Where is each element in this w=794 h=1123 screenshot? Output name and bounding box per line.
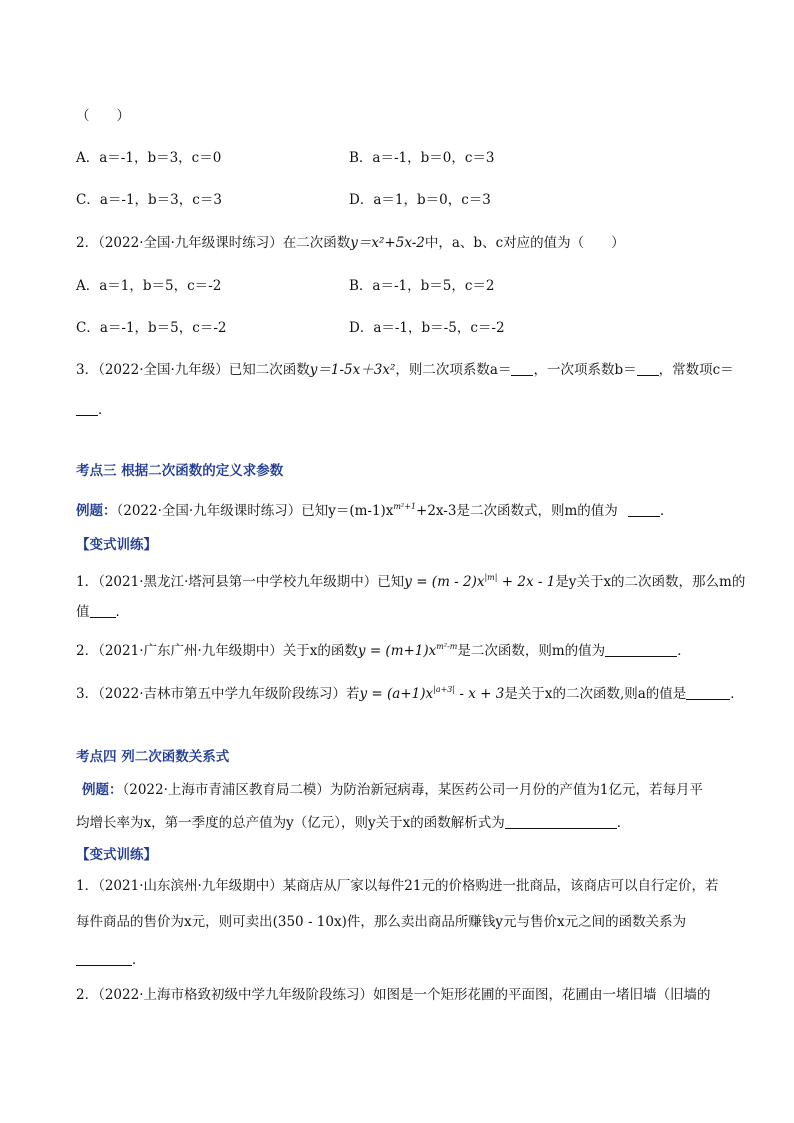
s4-variant-1-c (76, 950, 146, 970)
s4-example-b: 均增长率为x，第一季度的总产值为y（亿元），则y关于x的函数解析式为 (76, 815, 505, 831)
q3-b-label: ，一次项系数b＝ (533, 362, 637, 378)
s3-v3-a: 3．（2022·吉林市第五中学九年级阶段练习）若 (76, 686, 360, 702)
s3-v1-c: 值 (76, 604, 90, 620)
example-text-a: （2022·全国·九年级课时练习）已知y＝(m-1)x (116, 503, 394, 519)
s4-example-blank[interactable] (505, 814, 617, 829)
s3-v2-exponent: m²-m (436, 642, 458, 651)
s3-v1-expr-b: + 2x - 1 (497, 574, 556, 590)
s3-v2-expr: y = (m+1)x (357, 643, 437, 659)
variant-label-4: 【变式训练】 (76, 847, 157, 863)
s3-v2-b: 是二次函数，则m的值为 (457, 643, 606, 659)
s4-example-label: 例题： (82, 782, 123, 798)
example-end: ． (660, 503, 674, 519)
s3-v2-blank[interactable] (605, 642, 677, 657)
q3-c-label: ，常数项c＝ (658, 362, 734, 378)
s3-v3-expr-b: - x + 3 (455, 686, 505, 702)
example-text-b: +2x-3是二次函数式，则m的值为 (416, 503, 618, 519)
s3-v2-a: 2．（2021·广东广州·九年级期中）关于x的函数 (76, 643, 358, 659)
s3-v3-end: ． (730, 686, 744, 702)
s4-v1-blank[interactable] (76, 951, 132, 966)
question-2 (76, 233, 625, 253)
s3-v1-end: ． (115, 604, 129, 620)
s4-v1-end: ． (132, 952, 146, 968)
answer-paren: （ ） (76, 108, 130, 124)
s3-v3-exponent: |a+3| (433, 685, 456, 694)
s3-v3-b: 是关于x的二次函数,则a的值是 (504, 686, 687, 702)
s4-example-end: ． (616, 815, 631, 831)
s4-variant-2-a: 2．（2022·上海市格致初级中学九年级阶段练习）如图是一个矩形花圃的平面图，花圃由一堵旧墙（旧墙的 (76, 987, 711, 1003)
s3-v1-a: 1．（2021·黑龙江·塔河县第一中学校九年级期中）已知 (76, 574, 405, 590)
s3-variant-1 (76, 568, 745, 592)
s3-variant-1-cont (76, 602, 129, 622)
q3-c-blank[interactable] (76, 401, 98, 416)
option-d: D．a＝1，b＝0，c＝3 (349, 192, 491, 208)
s3-v1-blank[interactable] (90, 603, 116, 618)
q2-suffix: 中，a、b、c对应的值为（ ） (424, 235, 625, 251)
option-b: B．a＝-1，b＝0，c＝3 (349, 150, 495, 166)
option-c: C．a＝-1，b＝3，c＝3 (76, 192, 222, 208)
variant-label-3: 【变式训练】 (76, 537, 157, 553)
q3-end: ． (98, 402, 112, 418)
s4-variant-1-a: 1．（2021·山东滨州·九年级期中）某商店从厂家以每件21元的价格购进一批商品，该商店可以自行定价，若 (76, 878, 719, 894)
s4-variant-1-b: 每件商品的售价为x元，则可卖出(350 - 10x)件，那么卖出商品所赚钱y元与售价x元之间的函数关系为 (76, 914, 687, 930)
s3-variant-2 (76, 637, 691, 661)
q3-a-blank[interactable] (511, 361, 533, 376)
s3-v3-blank[interactable] (686, 685, 730, 700)
q2-prefix: 2．（2022·全国·九年级课时练习）在二次函数 (76, 235, 351, 251)
s3-v1-b: 是y关于x的二次函数，那么m的 (555, 574, 746, 590)
section-3-title: 考点三 根据二次函数的定义求参数 (76, 463, 284, 479)
q2-expr: y＝x²+5x-2 (350, 235, 425, 251)
q2-option-d: D．a＝-1，b＝-5，c＝-2 (349, 320, 505, 336)
q3-b-blank[interactable] (637, 361, 659, 376)
section-4-title: 考点四 列二次函数关系式 (76, 749, 230, 765)
example-label: 例题： (76, 503, 117, 519)
s3-v1-exponent: |m| (484, 573, 498, 582)
section-3-example (76, 497, 674, 521)
s3-variant-3 (76, 680, 744, 704)
section-4-example-a (82, 780, 703, 800)
q3-prefix: 3．（2022·全国·九年级）已知二次函数 (76, 362, 310, 378)
example-blank[interactable] (628, 502, 660, 517)
s3-v3-expr-a: y = (a+1)x (359, 686, 434, 702)
s4-example-a: （2022·上海市青浦区教育局二模）为防治新冠病毒，某医药公司一月份的产值为1亿元，若每月平 (122, 782, 703, 798)
s3-v2-end: ． (677, 643, 691, 659)
q3-continuation (76, 400, 112, 420)
q3-expr: y＝1-5x＋3x² (309, 362, 396, 378)
q2-option-c: C．a＝-1，b＝5，c＝-2 (76, 320, 227, 336)
q2-option-a: A．a＝1，b＝5，c＝-2 (76, 278, 222, 294)
q3-a-label: ，则二次项系数a＝ (395, 362, 512, 378)
option-a: A．a＝-1，b＝3，c＝0 (76, 150, 222, 166)
question-3 (76, 360, 734, 380)
section-4-example-b (76, 813, 630, 833)
s3-v1-expr-a: y = (m - 2)x (404, 574, 485, 590)
q2-option-b: B．a＝-1，b＝5，c＝2 (349, 278, 495, 294)
example-exponent: m²+1 (393, 502, 417, 511)
